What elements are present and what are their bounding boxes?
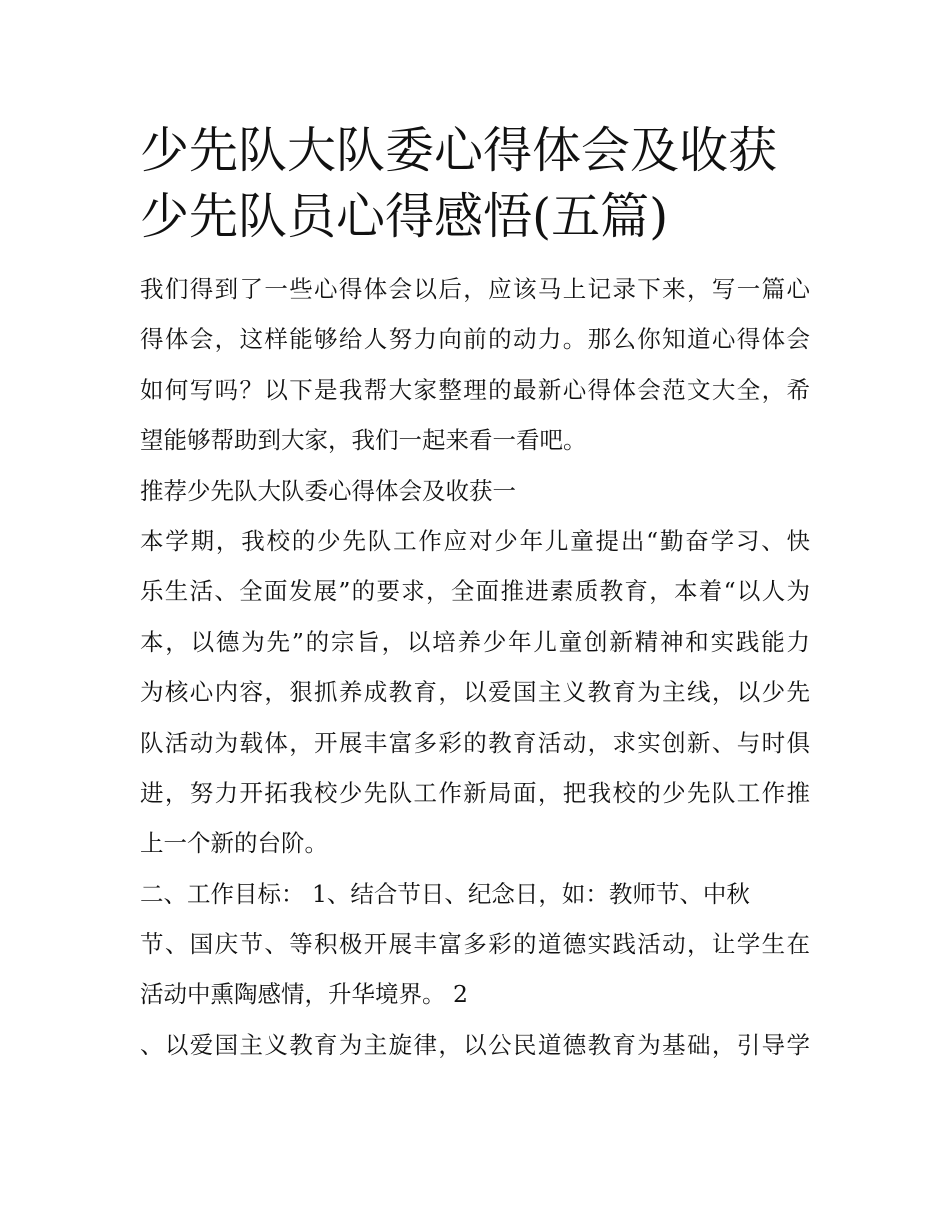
body-line: 活动中熏陶感情，升华境界。 2 <box>140 980 468 1009</box>
section-heading: 推荐少先队大队委心得体会及收获一 <box>140 476 516 505</box>
title-line-1: 少先队大队委心得体会及收获 <box>140 122 778 179</box>
body-line: 上一个新的台阶。 <box>140 829 328 858</box>
document-page <box>140 118 820 1070</box>
body-line: 得体会，这样能够给人努力向前的动力。那么你知道心得体会 <box>140 325 810 354</box>
body-line: 如何写吗？以下是我帮大家整理的最新心得体会范文大全，希 <box>140 375 810 404</box>
body-line: 、以爱国主义教育为主旋律，以公民道德教育为基础，引导学 <box>140 1030 810 1059</box>
body-line: 望能够帮助到大家，我们一起来看一看吧。 <box>140 426 587 455</box>
body-line: 本学期，我校的少先队工作应对少年儿童提出“勤奋学习、快 <box>140 526 810 555</box>
document-body <box>140 264 820 1070</box>
title-line-2: 少先队员心得感悟(五篇) <box>140 188 669 245</box>
body-line: 进，努力开拓我校少先队工作新局面，把我校的少先队工作推 <box>140 778 810 807</box>
body-line: 队活动为载体，开展丰富多彩的教育活动，求实创新、与时俱 <box>140 728 810 757</box>
document-title <box>140 118 820 250</box>
body-line: 二、工作目标： 1、结合节日、纪念日，如：教师节、中秋 <box>140 879 750 908</box>
body-line: 我们得到了一些心得体会以后，应该马上记录下来，写一篇心 <box>140 275 810 303</box>
body-line: 乐生活、全面发展”的要求，全面推进素质教育，本着“以人为 <box>140 577 810 606</box>
body-line: 节、国庆节、等积极开展丰富多彩的道德实践活动，让学生在 <box>140 930 810 959</box>
body-line: 本，以德为先”的宗旨，以培养少年儿童创新精神和实践能力 <box>140 627 810 656</box>
body-line: 为核心内容，狠抓养成教育，以爱国主义教育为主线，以少先 <box>140 678 810 707</box>
